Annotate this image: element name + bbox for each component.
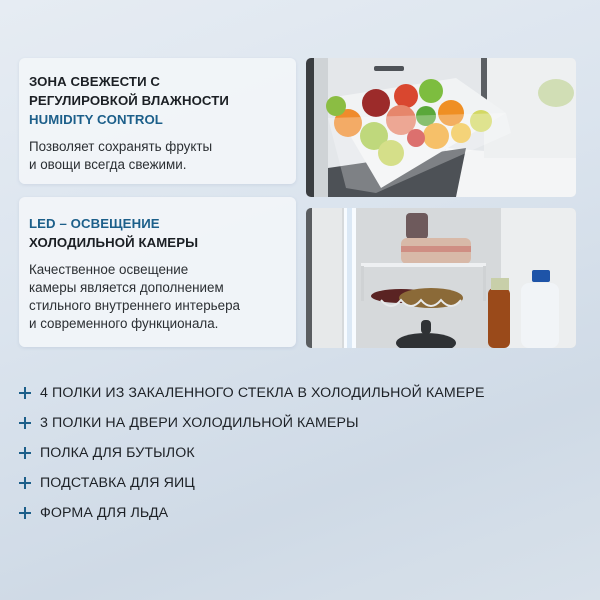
card-title [29,72,286,129]
crisper-drawer-photo [306,58,576,197]
plus-icon [19,477,31,489]
card-title [29,214,286,252]
desc-line: Качественное освещение [29,262,189,277]
feature-label: ПОЛКА ДЛЯ БУТЫЛОК [40,445,195,461]
plus-icon [19,387,31,399]
card-description [29,261,286,333]
features-list [19,378,485,528]
feature-item [19,468,485,498]
feature-label: 4 ПОЛКИ ИЗ ЗАКАЛЕННОГО СТЕКЛА В ХОЛОДИЛЬНОЙ КАМЕРЕ [40,385,485,401]
feature-item [19,378,485,408]
fruit-drawer-illustration [306,58,576,197]
desc-line: камеры является дополнением [29,280,224,295]
plus-icon [19,447,31,459]
fridge-interior-illustration [306,208,576,348]
fridge-interior-photo [306,208,576,348]
desc-line: Позволяет сохранять фрукты [29,139,213,154]
feature-item [19,438,485,468]
plus-icon [19,417,31,429]
title-line: ЗОНА СВЕЖЕСТИ С [29,74,161,89]
accent-title: HUMIDITY CONTROL [29,112,163,127]
feature-card-led [19,197,296,347]
plus-icon [19,507,31,519]
feature-item [19,408,485,438]
accent-title: LED – ОСВЕЩЕНИЕ [29,216,160,231]
title-line: ХОЛОДИЛЬНОЙ КАМЕРЫ [29,235,199,250]
feature-card-humidity [19,58,296,184]
feature-label: ФОРМА ДЛЯ ЛЬДА [40,505,169,521]
desc-line: и овощи всегда свежими. [29,157,187,172]
desc-line: и современного функционала. [29,316,219,331]
feature-label: 3 ПОЛКИ НА ДВЕРИ ХОЛОДИЛЬНОЙ КАМЕРЫ [40,415,359,431]
card-description [29,138,286,174]
feature-item [19,498,485,528]
title-line: РЕГУЛИРОВКОЙ ВЛАЖНОСТИ [29,93,229,108]
desc-line: стильного внутреннего интерьера [29,298,240,313]
feature-label: ПОДСТАВКА ДЛЯ ЯИЦ [40,475,195,491]
